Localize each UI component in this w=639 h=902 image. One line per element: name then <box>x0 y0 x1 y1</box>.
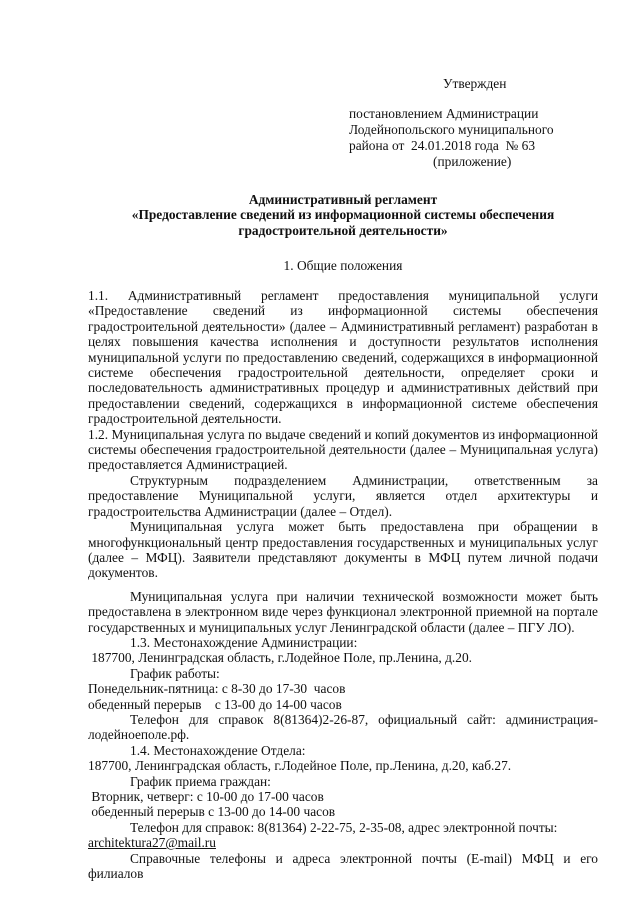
reception-schedule-label: График приема граждан: <box>130 773 271 789</box>
email-link[interactable]: architektura27@mail.ru <box>88 835 216 851</box>
approval-line-3: района от 24.01.2018 года № 63 <box>349 138 536 153</box>
admin-address: 187700, Ленинградская область, г.Лодейное Поле, пр.Ленина, д.20. <box>88 650 472 666</box>
phone-website: Телефон для справок 8(81364)2-26-87, официальный сайт: администрация-лодейноеполе.рф. <box>88 711 598 743</box>
title-line-1: Административный регламент <box>248 192 438 207</box>
paragraph-1-2: 1.2. Муниципальная услуга по выдаче сведений и копий документов из информационной системы обеспечения градостроительной деятельности (далее – Муниципальная услуга) предоставляется Администрацией. <box>88 426 598 473</box>
phone-email: Телефон для справок: 8(81364) 2-22-75, 2-35-08, адрес электронной почты: <box>130 819 558 835</box>
heading-1-3: 1.3. Местонахождение Администрации: <box>130 634 358 650</box>
title-line-2: «Предоставление сведений из информационной системы обеспечения <box>131 207 555 223</box>
approval-line-4: (приложение) <box>433 154 512 169</box>
lunch-break-1: обеденный перерыв с 13-00 до 14-00 часов <box>88 696 342 712</box>
dept-address: 187700, Ленинградская область, г.Лодейное Поле, пр.Ленина, д.20, каб.27. <box>88 758 512 774</box>
approval-line-1: постановлением Администрации <box>349 106 539 121</box>
approval-heading: Утвержден <box>443 76 507 91</box>
work-schedule-label: График работы: <box>130 665 220 681</box>
reference-phones: Справочные телефоны и адреса электронной почты (E-mail) МФЦ и его филиалов <box>88 850 598 882</box>
approval-line-2: Лодейнопольского муниципального <box>349 122 554 137</box>
reception-hours: Вторник, четверг: с 10-00 до 17-00 часов <box>88 789 324 804</box>
paragraph-electronic: Муниципальная услуга при наличии технической возможности может быть предоставлена в электронном виде через функционал электронной приемной на портале государственных и муниципальных услуг Ленинградской области (далее – ПГУ ЛО). <box>88 588 598 635</box>
document-title <box>88 192 598 238</box>
paragraph-structure: Структурным подразделением Администрации, ответственным за предоставление Муниципальной услуги, является отдел архитектуры и градостроительства Администрации (далее – Отдел). <box>88 472 598 519</box>
body-text <box>88 288 598 881</box>
paragraph-1-1: 1.1. Административный регламент предоставления муниципальной услуги «Предоставление сведений из информационной системы обеспечения градостроительной деятельности» (далее – Административный регламент) разработан в целях повышения качества исполнения и доступности результатов исполнения муниципальной услуги по предоставлению сведений, содержащихся в информационной системе обеспечения градостроительной деятельности, определяет сроки и последовательность административных процедур и административных действий при предоставлении сведений, содержащихся в информационной системе обеспечения градостроительной деятельности. <box>88 288 598 427</box>
paragraph-mfc: Муниципальная услуга может быть предоставлена при обращении в многофункциональный центр предоставления государственных и муниципальных услуг (далее – МФЦ). Заявители представляют документы в МФЦ путем личной подачи документов. <box>88 519 598 581</box>
work-hours: Понедельник-пятница: с 8-30 до 17-30 часов <box>88 681 346 697</box>
title-line-3: градостроительной деятельности» <box>238 222 448 238</box>
section-heading: 1. Общие положения <box>283 258 403 273</box>
lunch-break-2: обеденный перерыв с 13-00 до 14-00 часов <box>88 804 336 820</box>
heading-1-4: 1.4. Местонахождение Отдела: <box>130 742 306 758</box>
